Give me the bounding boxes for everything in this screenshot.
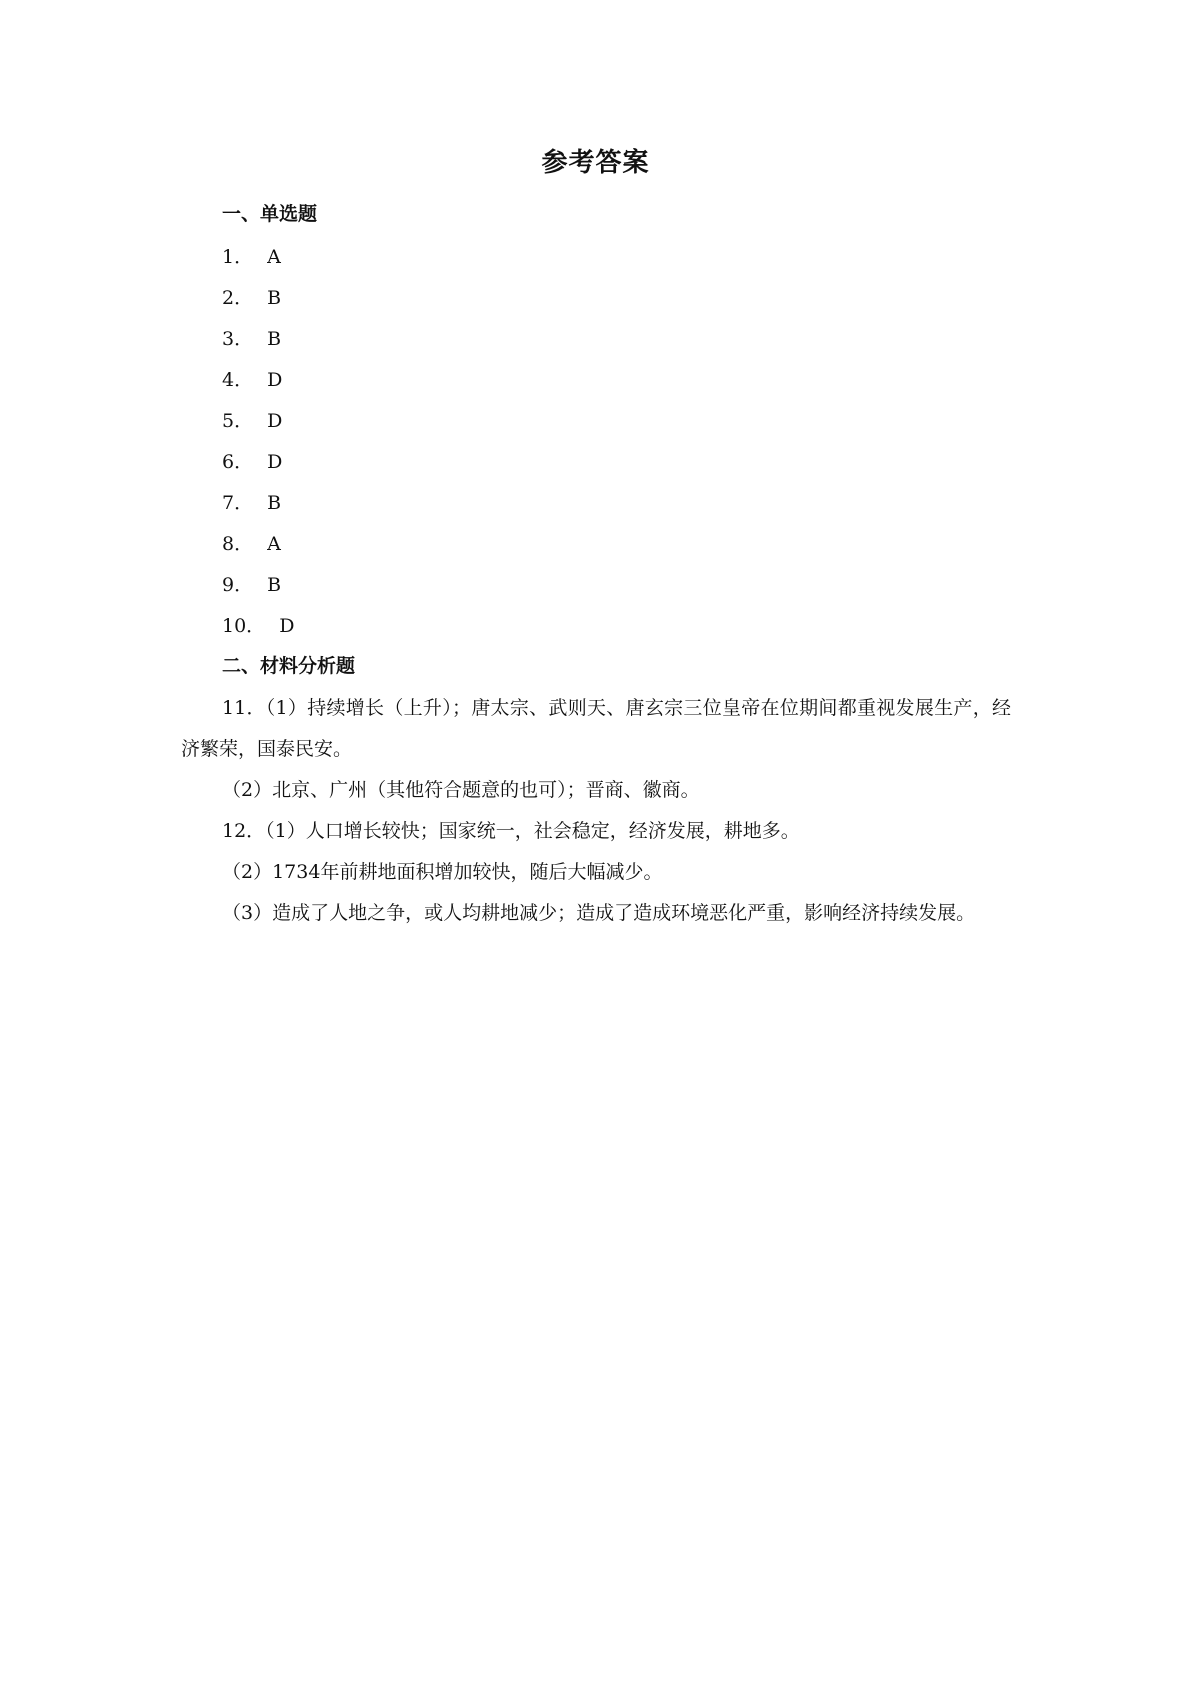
list-item [222,284,294,325]
answer-letter: D [279,615,295,637]
answer-paragraph: （2）北京、广州（其他符合题意的也可）；晋商、徽商。 [222,779,700,801]
question-number: 7． [222,492,254,514]
single-choice-answer-list [222,243,294,653]
section-heading-single-choice: 一、单选题 [222,203,318,225]
question-number: 10． [222,615,266,637]
material-analysis-answers [181,688,1011,934]
answer-paragraph: （3）造成了人地之争，或人均耕地减少；造成了造成环境恶化严重，影响经济持续发展。 [222,902,976,924]
question-number: 4． [222,369,254,391]
question-number: 2． [222,287,254,309]
answer-letter: A [267,246,281,268]
list-item [222,530,294,571]
answer-letter: B [267,574,282,596]
answer-letter: B [267,492,282,514]
page-title: 参考答案 [541,148,650,178]
question-number: 6． [222,451,254,473]
answer-letter: D [267,369,283,391]
answer-paragraph: 12．（1）人口增长较快；国家统一，社会稳定，经济发展，耕地多。 [222,820,800,842]
list-item [222,571,294,612]
answer-letter: D [267,451,283,473]
list-item [222,325,294,366]
answer-paragraph: （2）1734年前耕地面积增加较快，随后大幅减少。 [222,861,663,883]
list-item [222,243,294,284]
list-item [222,448,294,489]
question-number: 3． [222,328,254,350]
list-item [222,366,294,407]
answer-letter: D [267,410,283,432]
question-number: 9． [222,574,254,596]
answer-letter: A [267,533,281,555]
answer-paragraph: 11．（1）持续增长（上升）；唐太宗、武则天、唐玄宗三位皇帝在位期间都重视发展生产，经济繁荣，国泰民安。 [181,697,1011,760]
list-item [222,489,294,530]
answer-letter: B [267,287,282,309]
answer-letter: B [267,328,282,350]
section-heading-material-analysis: 二、材料分析题 [222,655,356,677]
list-item [222,612,294,653]
question-number: 5． [222,410,254,432]
list-item [222,407,294,448]
question-number: 8． [222,533,254,555]
question-number: 1． [222,246,254,268]
